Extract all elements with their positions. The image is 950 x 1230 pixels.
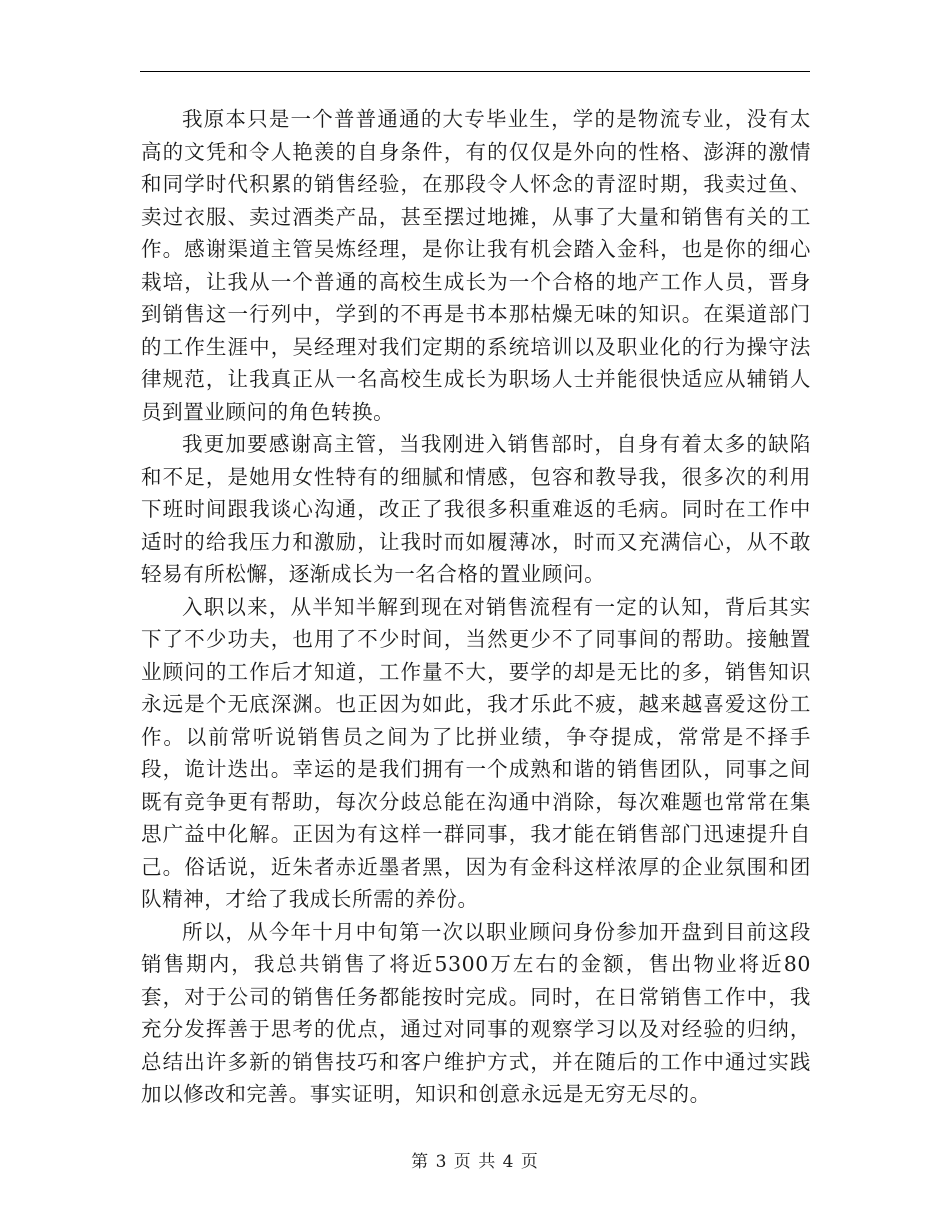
page-number-footer: 第 3 页 共 4 页 bbox=[411, 1152, 539, 1172]
paragraph-3: 入职以来，从半知半解到现在对销售流程有一定的认知，背后其实下了不少功夫，也用了不少时间，当然更少不了同事间的帮助。接触置业顾问的工作后才知道，工作量不大，要学的却是无比的多，销售知识永远是个无底深渊。也正因为如此，我才乐此不疲，越来越喜爱这份工作。以前常听说销售员之间为了比拼业绩，争夺提成，常常是不择手段，诡计迭出。幸运的是我们拥有一个成熟和谐的销售团队，同事之间既有竞争更有帮助，每次分歧总能在沟通中消除，每次难题也常常在集思广益中化解。正因为有这样一群同事，我才能在销售部门迅速提升自己。俗话说，近朱者赤近墨者黑，因为有金科这样浓厚的企业氛围和团队精神，才给了我成长所需的养份。 bbox=[141, 594, 811, 911]
paragraph-2: 我更加要感谢高主管，当我刚进入销售部时，自身有着太多的缺陷和不足，是她用女性特有的细腻和情感，包容和教导我，很多次的利用下班时间跟我谈心沟通，改正了我很多积重难返的毛病。同时在工作中适时的给我压力和激励，让我时而如履薄冰，时而又充满信心，从不敢轻易有所松懈，逐渐成长为一名合格的置业顾问。 bbox=[141, 432, 811, 586]
paragraph-1: 我原本只是一个普普通通的大专毕业生，学的是物流专业，没有太高的文凭和令人艳羡的自身条件，有的仅仅是外向的性格、澎湃的激情和同学时代积累的销售经验，在那段令人怀念的青涩时期，我卖过鱼、卖过衣服、卖过酒类产品，甚至摆过地摊，从事了大量和销售有关的工作。感谢渠道主管吴炼经理，是你让我有机会踏入金科，也是你的细心栽培，让我从一个普通的高校生成长为一个合格的地产工作人员，晋身到销售这一行列中，学到的不再是书本那枯燥无味的知识。在渠道部门的工作生涯中，吴经理对我们定期的系统培训以及职业化的行为操守法律规范，让我真正从一名高校生成长为职场人士并能很快适应从辅销人员到置业顾问的角色转换。 bbox=[141, 107, 811, 424]
document-body bbox=[141, 103, 811, 1111]
paragraph-4: 所以，从今年十月中旬第一次以职业顾问身份参加开盘到目前这段销售期内，我总共销售了将近5300万左右的金额，售出物业将近80套，对于公司的销售任务都能按时完成。同时，在日常销售工作中，我充分发挥善于思考的优点，通过对同事的观察学习以及对经验的归纳，总结出许多新的销售技巧和客户维护方式，并在随后的工作中通过实践加以修改和完善。事实证明，知识和创意永远是无穷无尽的。 bbox=[141, 919, 811, 1106]
header-rule bbox=[140, 71, 810, 72]
